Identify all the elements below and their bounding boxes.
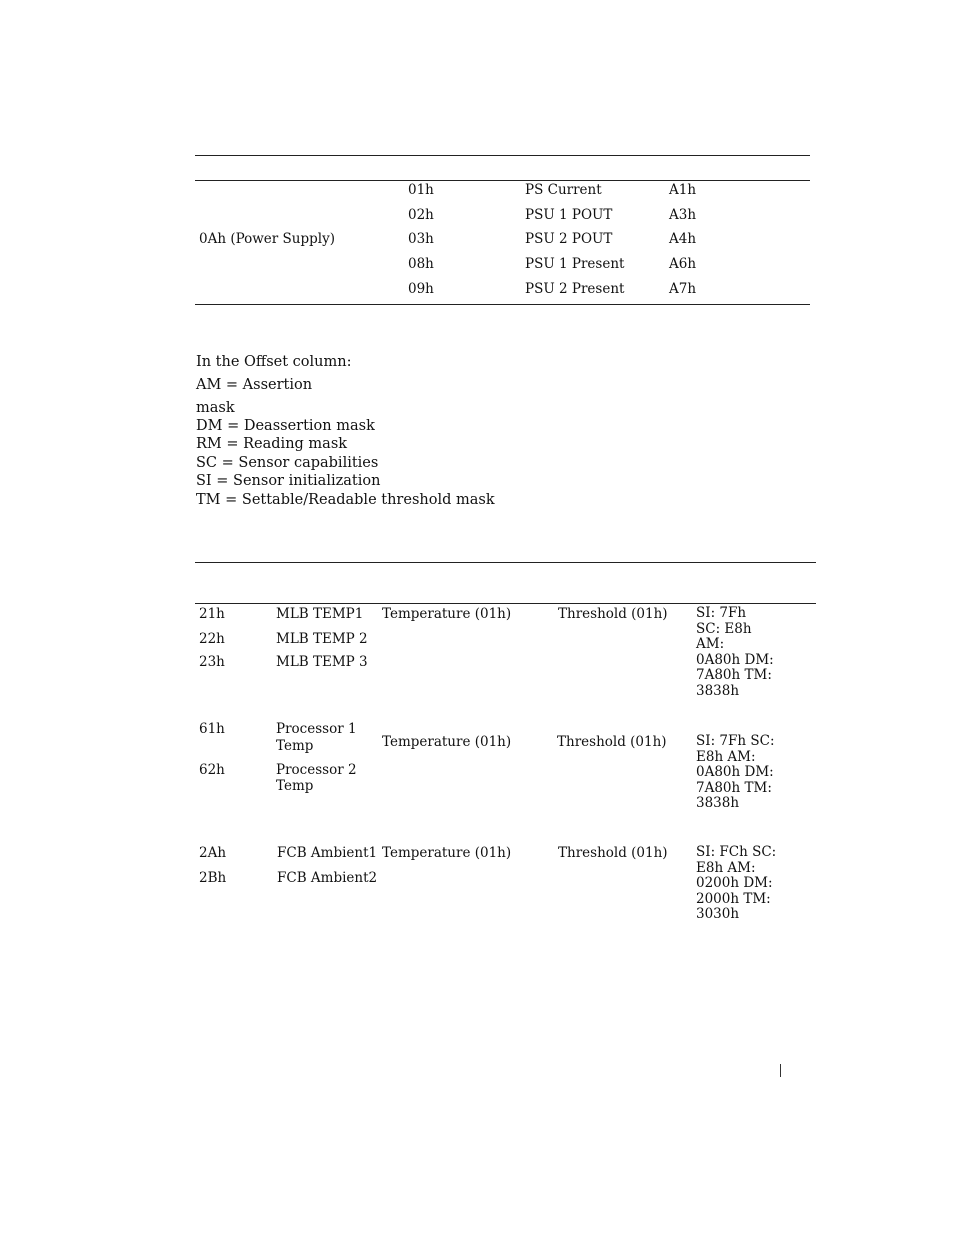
power-table-top-rule <box>195 155 810 156</box>
temp-row-number: 23h <box>199 654 225 670</box>
temp-reading-type: Threshold (01h) <box>558 606 668 622</box>
offset-line: 7A80h TM: <box>696 779 772 796</box>
power-row-entity: A3h <box>669 207 697 223</box>
offset-line: 3030h <box>696 906 740 923</box>
notes-intro: In the Offset column: <box>196 354 352 370</box>
temp-row-number: 22h <box>199 631 225 647</box>
name-line: Temp <box>276 737 314 754</box>
name-line: Processor 1 <box>276 721 357 737</box>
power-row-number: 08h <box>408 256 434 272</box>
offset-line: SC: E8h <box>696 620 752 637</box>
offset-line: SI: 7Fh <box>696 605 747 621</box>
temp-row-number: 2Ah <box>199 845 227 861</box>
offset-line: 3838h <box>696 682 740 699</box>
note-item: SC = Sensor capabilities <box>196 455 379 471</box>
power-row-entity: A1h <box>669 182 697 198</box>
power-row-entity: A6h <box>669 256 697 272</box>
power-sensor-type: 0Ah (Power Supply) <box>199 231 335 247</box>
power-row-entity: A7h <box>669 281 697 297</box>
note-item: SI = Sensor initialization <box>196 473 381 489</box>
note-item: mask <box>196 400 235 416</box>
temp-reading-type: Threshold (01h) <box>557 734 667 750</box>
name-line: Temp <box>276 778 314 794</box>
power-row-name: PSU 2 Present <box>525 281 625 297</box>
power-row-number: 03h <box>408 231 434 247</box>
power-row-name: PS Current <box>525 182 602 198</box>
offset-line: SI: 7Fh SC: <box>696 733 775 749</box>
temp-offset-cell <box>696 606 774 700</box>
temp-row-number: 62h <box>199 762 225 778</box>
temp-table-header-rule <box>195 603 816 604</box>
offset-line: 3838h <box>696 795 740 812</box>
offset-line: 2000h TM: <box>696 890 771 907</box>
temp-row-name: MLB TEMP 2 <box>276 631 368 647</box>
name-line: Processor 2 <box>276 762 357 778</box>
offset-line: 0A80h DM: <box>696 651 774 668</box>
temp-sensor-type: Temperature (01h) <box>382 845 512 861</box>
power-table-header-rule <box>195 180 810 181</box>
temp-row-name <box>276 721 357 754</box>
temp-row-number: 61h <box>199 721 225 737</box>
offset-line: SI: FCh SC: <box>696 844 777 860</box>
note-item: RM = Reading mask <box>196 436 348 452</box>
temp-row-number: 2Bh <box>199 870 227 886</box>
page-footer-divider <box>780 1064 781 1077</box>
power-row-number: 09h <box>408 281 434 297</box>
offset-line: 0200h DM: <box>696 875 773 892</box>
temp-sensor-type: Temperature (01h) <box>382 734 512 750</box>
temp-row-name: FCB Ambient1 <box>277 845 378 861</box>
offset-line: E8h AM: <box>696 859 756 876</box>
temp-row-name: MLB TEMP 3 <box>276 654 368 670</box>
temp-offset-cell <box>696 734 775 812</box>
note-item: DM = Deassertion mask <box>196 418 375 434</box>
note-item: AM = Assertion <box>196 377 313 393</box>
power-row-name: PSU 2 POUT <box>525 231 613 247</box>
temp-offset-cell <box>696 845 776 923</box>
temp-table-top-rule <box>195 562 816 563</box>
temp-reading-type: Threshold (01h) <box>558 845 668 861</box>
offset-line: E8h AM: <box>696 748 756 765</box>
power-row-name: PSU 1 Present <box>525 256 625 272</box>
temp-row-name: MLB TEMP1 <box>276 606 364 622</box>
power-row-entity: A4h <box>669 231 697 247</box>
temp-sensor-type: Temperature (01h) <box>382 606 512 622</box>
power-row-number: 01h <box>408 182 434 198</box>
temp-row-name: FCB Ambient2 <box>277 870 378 886</box>
power-row-name: PSU 1 POUT <box>525 207 613 223</box>
offset-line: 7A80h TM: <box>696 667 772 684</box>
power-row-number: 02h <box>408 207 434 223</box>
offset-line: AM: <box>696 636 725 653</box>
power-table-bottom-rule <box>195 304 810 305</box>
temp-row-number: 21h <box>199 606 225 622</box>
offset-line: 0A80h DM: <box>696 764 774 781</box>
temp-row-name <box>276 762 357 794</box>
note-item: TM = Settable/Readable threshold mask <box>196 492 495 508</box>
